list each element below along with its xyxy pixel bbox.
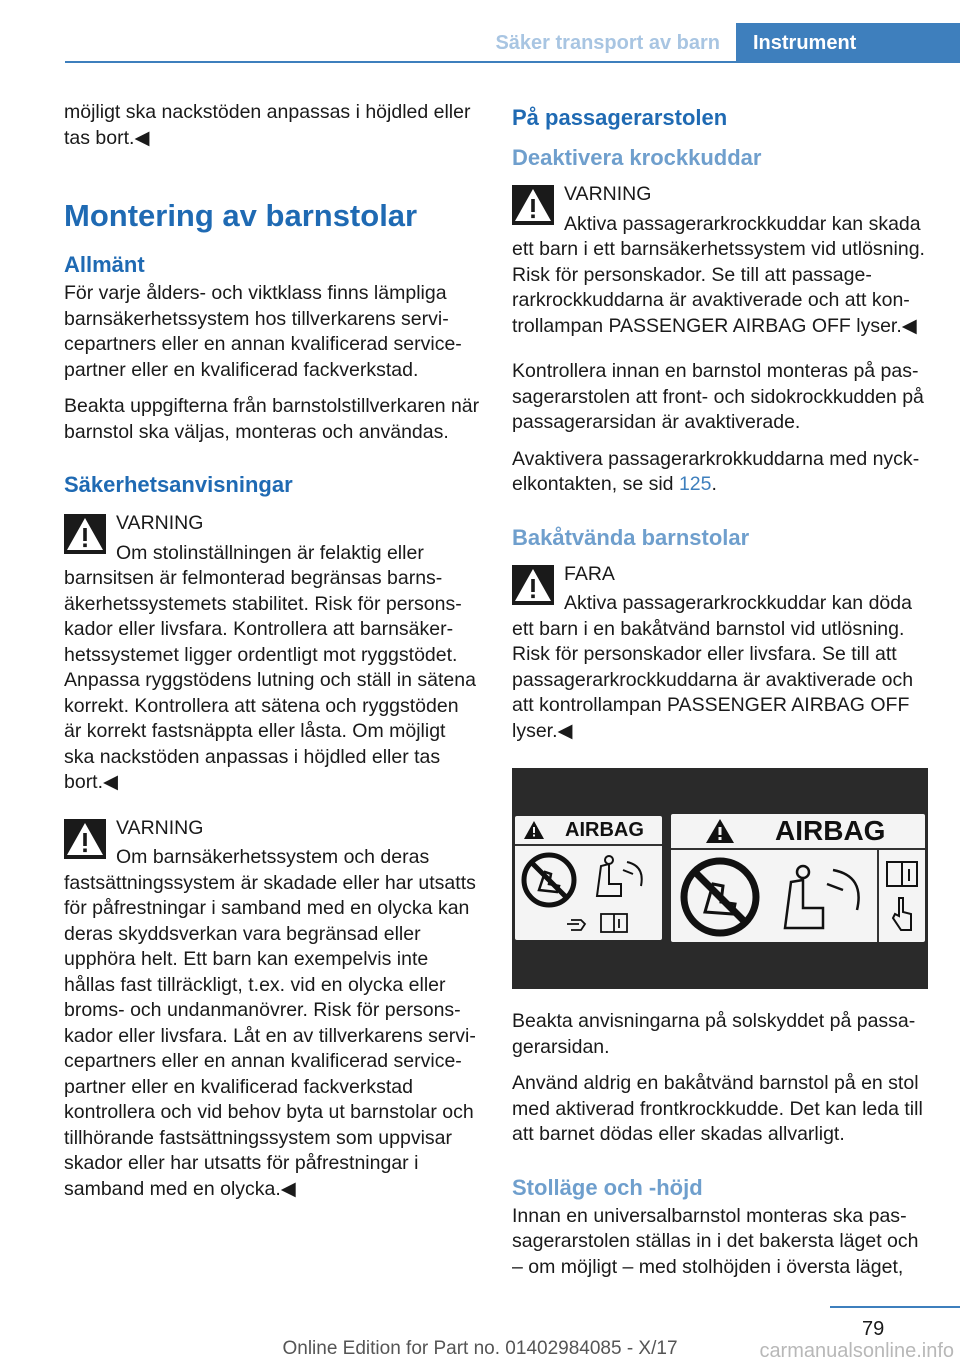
right-column [512,100,929,1291]
heading-safety: Säkerhetsanvisningar [64,472,293,497]
warning-text: Om barnsäkerhetssystem och deras fastsättningssystem är skadade eller har utsatts för påfrestningar i samband med en olycka kan deras skyddsverkan vara begränsad eller upphöra helt. Ett barn kan exempelvis inte hållas fast tillräckligt, t.ex. vid en olycka eller broms- och undanmanövrer. Risk för personskador eller livsfara. Låt en av tillverkarens servicepartners eller en annan kvalificerad servicepartner eller en kvalificerad fackverkstad kontrollera och vid behov byta ut barnstolar och tillhörande fastsättningssystem som uppvisar skador eller har utsatts för påfrestningar i samband med en olycka.◀ [64,846,476,1200]
heading-deactivate-airbags: Deaktivera krockkuddar [512,145,762,170]
danger-text: Aktiva passagerarkrockkuddar kan döda ett barn i en bakåtvänd barnstol vid utlösning. Risk för personskador eller livsfara. Se till att passagerarkrockkuddarna är avaktiverade och att kontrollampan PASSENGER AIRBAG OFF lyser.◀ [512,592,914,742]
danger-label: FARA [564,562,615,585]
warning-triangle-icon [64,514,106,554]
header-chapter-tab: Instrument [736,23,960,63]
seat-airbag-icon [587,852,653,902]
airbag-label-text: AIRBAG [775,815,886,846]
no-child-seat-icon [521,852,577,908]
watermark: carmanualsonline.info [759,1340,954,1362]
danger-block [512,562,929,745]
seat-airbag-icon [769,858,873,934]
page-number: 79 [862,1318,885,1340]
continued-paragraph: möjligt ska nackstöden anpassas i höjdled eller tas bort.◀ [64,101,471,149]
paragraph-general-1: För varje ålders- och viktklass finns lämpliga barnsäkerhetssystem hos tillverkarens servicepartners eller en annan kvalificerad servicepartner eller en kvalificerad fackverkstad. [64,282,462,381]
pointing-hand-icon [565,914,589,934]
header-rule [65,61,960,63]
heading-rear-facing: Bakåtvända barnstolar [512,524,750,550]
pointing-hand-icon [889,896,915,932]
chapter-heading: Montering av barnstolar [64,198,418,233]
warning-label: VARNING [564,183,652,205]
manual-book-icon [599,912,629,934]
heading-seat-position: Stolläge och -höjd [512,1174,703,1200]
warning-triangle-icon [523,820,545,840]
warning-label: VARNING [116,816,204,839]
airbag-label-header [515,816,662,846]
page-reference-link[interactable]: 125 [678,473,712,495]
page-number-rule [830,1306,960,1308]
paragraph-seat-position: Innan en universalbarnstol monteras ska passagerarstolen ställas in i det bakersta läget och – om möjligt – med stolhöjden i översta läget, [512,1204,919,1278]
airbag-label-large [671,814,925,942]
heading-passenger-seat: På passagerarstolen [512,105,728,130]
warning-text: Om stolinställningen är felaktig eller barnsitsen är felmonterad begränsas barnsäkerhetssystemets stabilitet. Risk för personskador eller livsfara. Kontrollera att barnsäkerhetssystemet ligger ordentligt mot ryggstödet. Anpassa ryggstödens lutning och ställ in sätena korrekt. Kontrollera att sätena och ryggstöden är korrekt fastsnäppta eller låsta. Om möjligt ska nackstöden anpassas i höjdled eller tas bort.◀ [64,541,476,793]
no-child-seat-icon [679,856,761,938]
warning-triangle-icon [512,565,554,605]
warning-block-1 [64,511,481,796]
airbag-label-photo [512,768,928,989]
left-column [64,100,481,1213]
heading-general: Allmänt [64,252,145,277]
warning-block-2 [64,816,481,1203]
warning-block-3 [512,182,929,339]
airbag-label-divider [877,848,879,942]
warning-label: VARNING [116,512,204,534]
warning-triangle-icon [64,819,106,859]
manual-book-icon [885,860,919,888]
airbag-label-text: AIRBAG [565,819,644,841]
paragraph-never-rear-facing: Använd aldrig en bakåtvänd barnstol på en stol med aktiverad frontkrockkudde. Det kan leda till att barnet dödas eller skadas allvarligt. [512,1072,923,1145]
airbag-label-small [515,816,662,940]
warning-triangle-icon [705,818,735,844]
paragraph-check-airbags: Kontrollera innan en barnstol monteras på passagerarstolen att front- och sidokrockkudden på passagerarsidan är avaktiverade. [512,360,924,433]
warning-text: Aktiva passagerarkrockkuddar kan skada ett barn i ett barnsäkerhetssystem vid utlösning. Risk för personskador. Se till att passagerarkrockkuddarna är avaktiverade och att kontrollampan PASSENGER AIRBAG OFF lyser.◀ [512,212,925,337]
paragraph-key-switch [512,447,929,498]
airbag-label-header [671,814,925,850]
paragraph-general-2: Beakta uppgifterna från barnstolstillverkaren när barnstol ska väljas, monteras och användas. [64,395,480,443]
warning-triangle-icon [512,185,554,225]
paragraph-key-switch-text: Avaktivera passagerarkrokkuddarna med nyckelkontakten, se sid [512,447,920,495]
footer-edition: Online Edition for Part no. 01402984085 - X/17 [282,1338,678,1359]
paragraph-sun-visor: Beakta anvisningarna på solskyddet på passagerarsidan. [512,1010,916,1058]
header-section-title: Säker transport av barn [495,32,720,54]
paragraph-key-switch-end: . [711,473,717,495]
